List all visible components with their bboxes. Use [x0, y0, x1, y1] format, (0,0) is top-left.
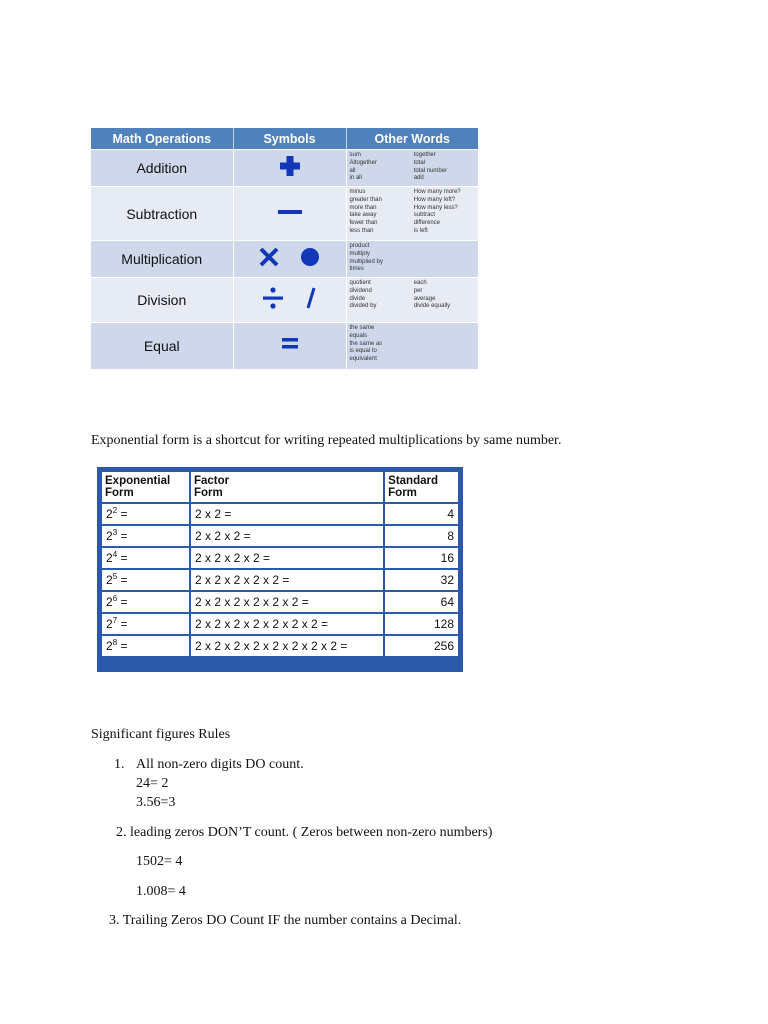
word: the same as [349, 340, 383, 347]
word: Altogether [349, 159, 377, 166]
word: divide equally [413, 303, 451, 310]
standard-cell: 16 [385, 548, 458, 568]
table-row [91, 278, 478, 323]
header-standard-form: Standard Form [385, 472, 458, 502]
math-operations-table [91, 128, 478, 369]
word: quotient [349, 280, 371, 286]
operation-name: Equal [91, 323, 233, 369]
word: How many less? [413, 204, 458, 211]
word: How many left? [413, 196, 456, 203]
rule-1-number: 1. [114, 757, 125, 772]
word: difference [413, 220, 440, 227]
exponent-table [97, 467, 463, 672]
word: the same [349, 325, 375, 331]
header-symbols: Symbols [233, 128, 346, 150]
word: is left [413, 227, 428, 234]
other-words [346, 150, 478, 187]
operation-name: Division [91, 278, 233, 323]
other-words [346, 278, 478, 323]
factor-cell: 2 x 2 x 2 x 2 = [191, 548, 383, 568]
table-row [91, 323, 478, 369]
slash-icon [304, 286, 318, 310]
plus-icon [278, 154, 302, 178]
word: together [413, 152, 436, 158]
sig-figs-title: Significant figures Rules [91, 727, 231, 742]
word: times [349, 266, 364, 273]
word: fewer than [349, 220, 378, 227]
exponential-cell: $2^4$ = [102, 548, 189, 568]
word: greater than [349, 196, 382, 203]
standard-cell: 256 [385, 636, 458, 656]
rule-1-example-a: 24= 2 [136, 776, 169, 791]
standard-cell: 128 [385, 614, 458, 634]
factor-cell: 2 x 2 x 2 x 2 x 2 x 2 x 2 x 2 = [191, 636, 383, 656]
divide-icon [261, 286, 285, 310]
word: How many more? [413, 189, 461, 195]
operation-name: Subtraction [91, 187, 233, 241]
table-row [102, 570, 458, 590]
exponential-cell: $2^2$ = [102, 504, 189, 524]
word: each [413, 280, 427, 286]
word: divided by [349, 303, 377, 310]
standard-cell: 32 [385, 570, 458, 590]
rule-3: 3. Trailing Zeros DO Count IF the number contains a Decimal. [109, 913, 462, 928]
word: average [413, 295, 436, 302]
word: add [413, 175, 424, 182]
word: equivalent [349, 356, 377, 363]
word: divide [349, 295, 366, 302]
word: product [349, 243, 370, 249]
table-row [102, 614, 458, 634]
factor-cell: 2 x 2 x 2 x 2 x 2 x 2 x 2 = [191, 614, 383, 634]
operation-name: Multiplication [91, 241, 233, 278]
dot-icon [299, 246, 321, 268]
table-row [91, 241, 478, 278]
standard-cell: 4 [385, 504, 458, 524]
other-words [346, 241, 478, 278]
standard-cell: 8 [385, 526, 458, 546]
table-row [102, 504, 458, 524]
exponential-cell: $2^6$ = [102, 592, 189, 612]
table-row [102, 636, 458, 656]
table-row [91, 150, 478, 187]
times-icon [258, 246, 280, 268]
table-row [102, 548, 458, 568]
word: sum [349, 152, 361, 158]
word: per [413, 287, 423, 294]
other-words [346, 187, 478, 241]
table-row [91, 187, 478, 241]
word: subtract [413, 212, 436, 219]
operation-name: Addition [91, 150, 233, 187]
exponential-cell: $2^8$ = [102, 636, 189, 656]
header-factor-form: Factor Form [191, 472, 383, 502]
rule-2: 2. leading zeros DON’T count. ( Zeros between non-zero numbers) [116, 825, 493, 840]
word: equals [349, 332, 368, 339]
equals-icon [280, 335, 300, 351]
exponential-cell: $2^5$ = [102, 570, 189, 590]
word: more than [349, 204, 377, 211]
word: all [349, 167, 356, 174]
rule-1-example-b: 3.56=3 [136, 795, 176, 810]
exponential-cell: $2^3$ = [102, 526, 189, 546]
rule-1: All non-zero digits DO count. [136, 757, 304, 772]
standard-cell: 64 [385, 592, 458, 612]
exponential-form-sentence: Exponential form is a shortcut for writing repeated multiplications by same number. [91, 433, 562, 448]
factor-cell: 2 x 2 x 2 x 2 x 2 x 2 = [191, 592, 383, 612]
header-other-words: Other Words [346, 128, 478, 150]
table-row [102, 526, 458, 546]
word: multiply [349, 250, 370, 257]
word: total [413, 159, 426, 166]
word: minus [349, 189, 366, 195]
word: multiplied by [349, 258, 383, 265]
word: less than [349, 227, 374, 234]
word: dividend [349, 287, 372, 294]
table-row [102, 592, 458, 612]
minus-icon [277, 206, 303, 218]
word: take away [349, 212, 377, 219]
other-words [346, 323, 478, 369]
header-math-operations: Math Operations [91, 128, 233, 150]
header-exponential-form: Exponential Form [102, 472, 189, 502]
factor-cell: 2 x 2 x 2 x 2 x 2 = [191, 570, 383, 590]
factor-cell: 2 x 2 x 2 = [191, 526, 383, 546]
rule-2-example-a: 1502= 4 [136, 854, 183, 869]
word: is equal to [349, 348, 377, 355]
rule-2-example-b: 1.008= 4 [136, 884, 186, 899]
exponential-cell: $2^7$ = [102, 614, 189, 634]
factor-cell: 2 x 2 = [191, 504, 383, 524]
word: in all [349, 175, 362, 182]
word: total number [413, 167, 448, 174]
